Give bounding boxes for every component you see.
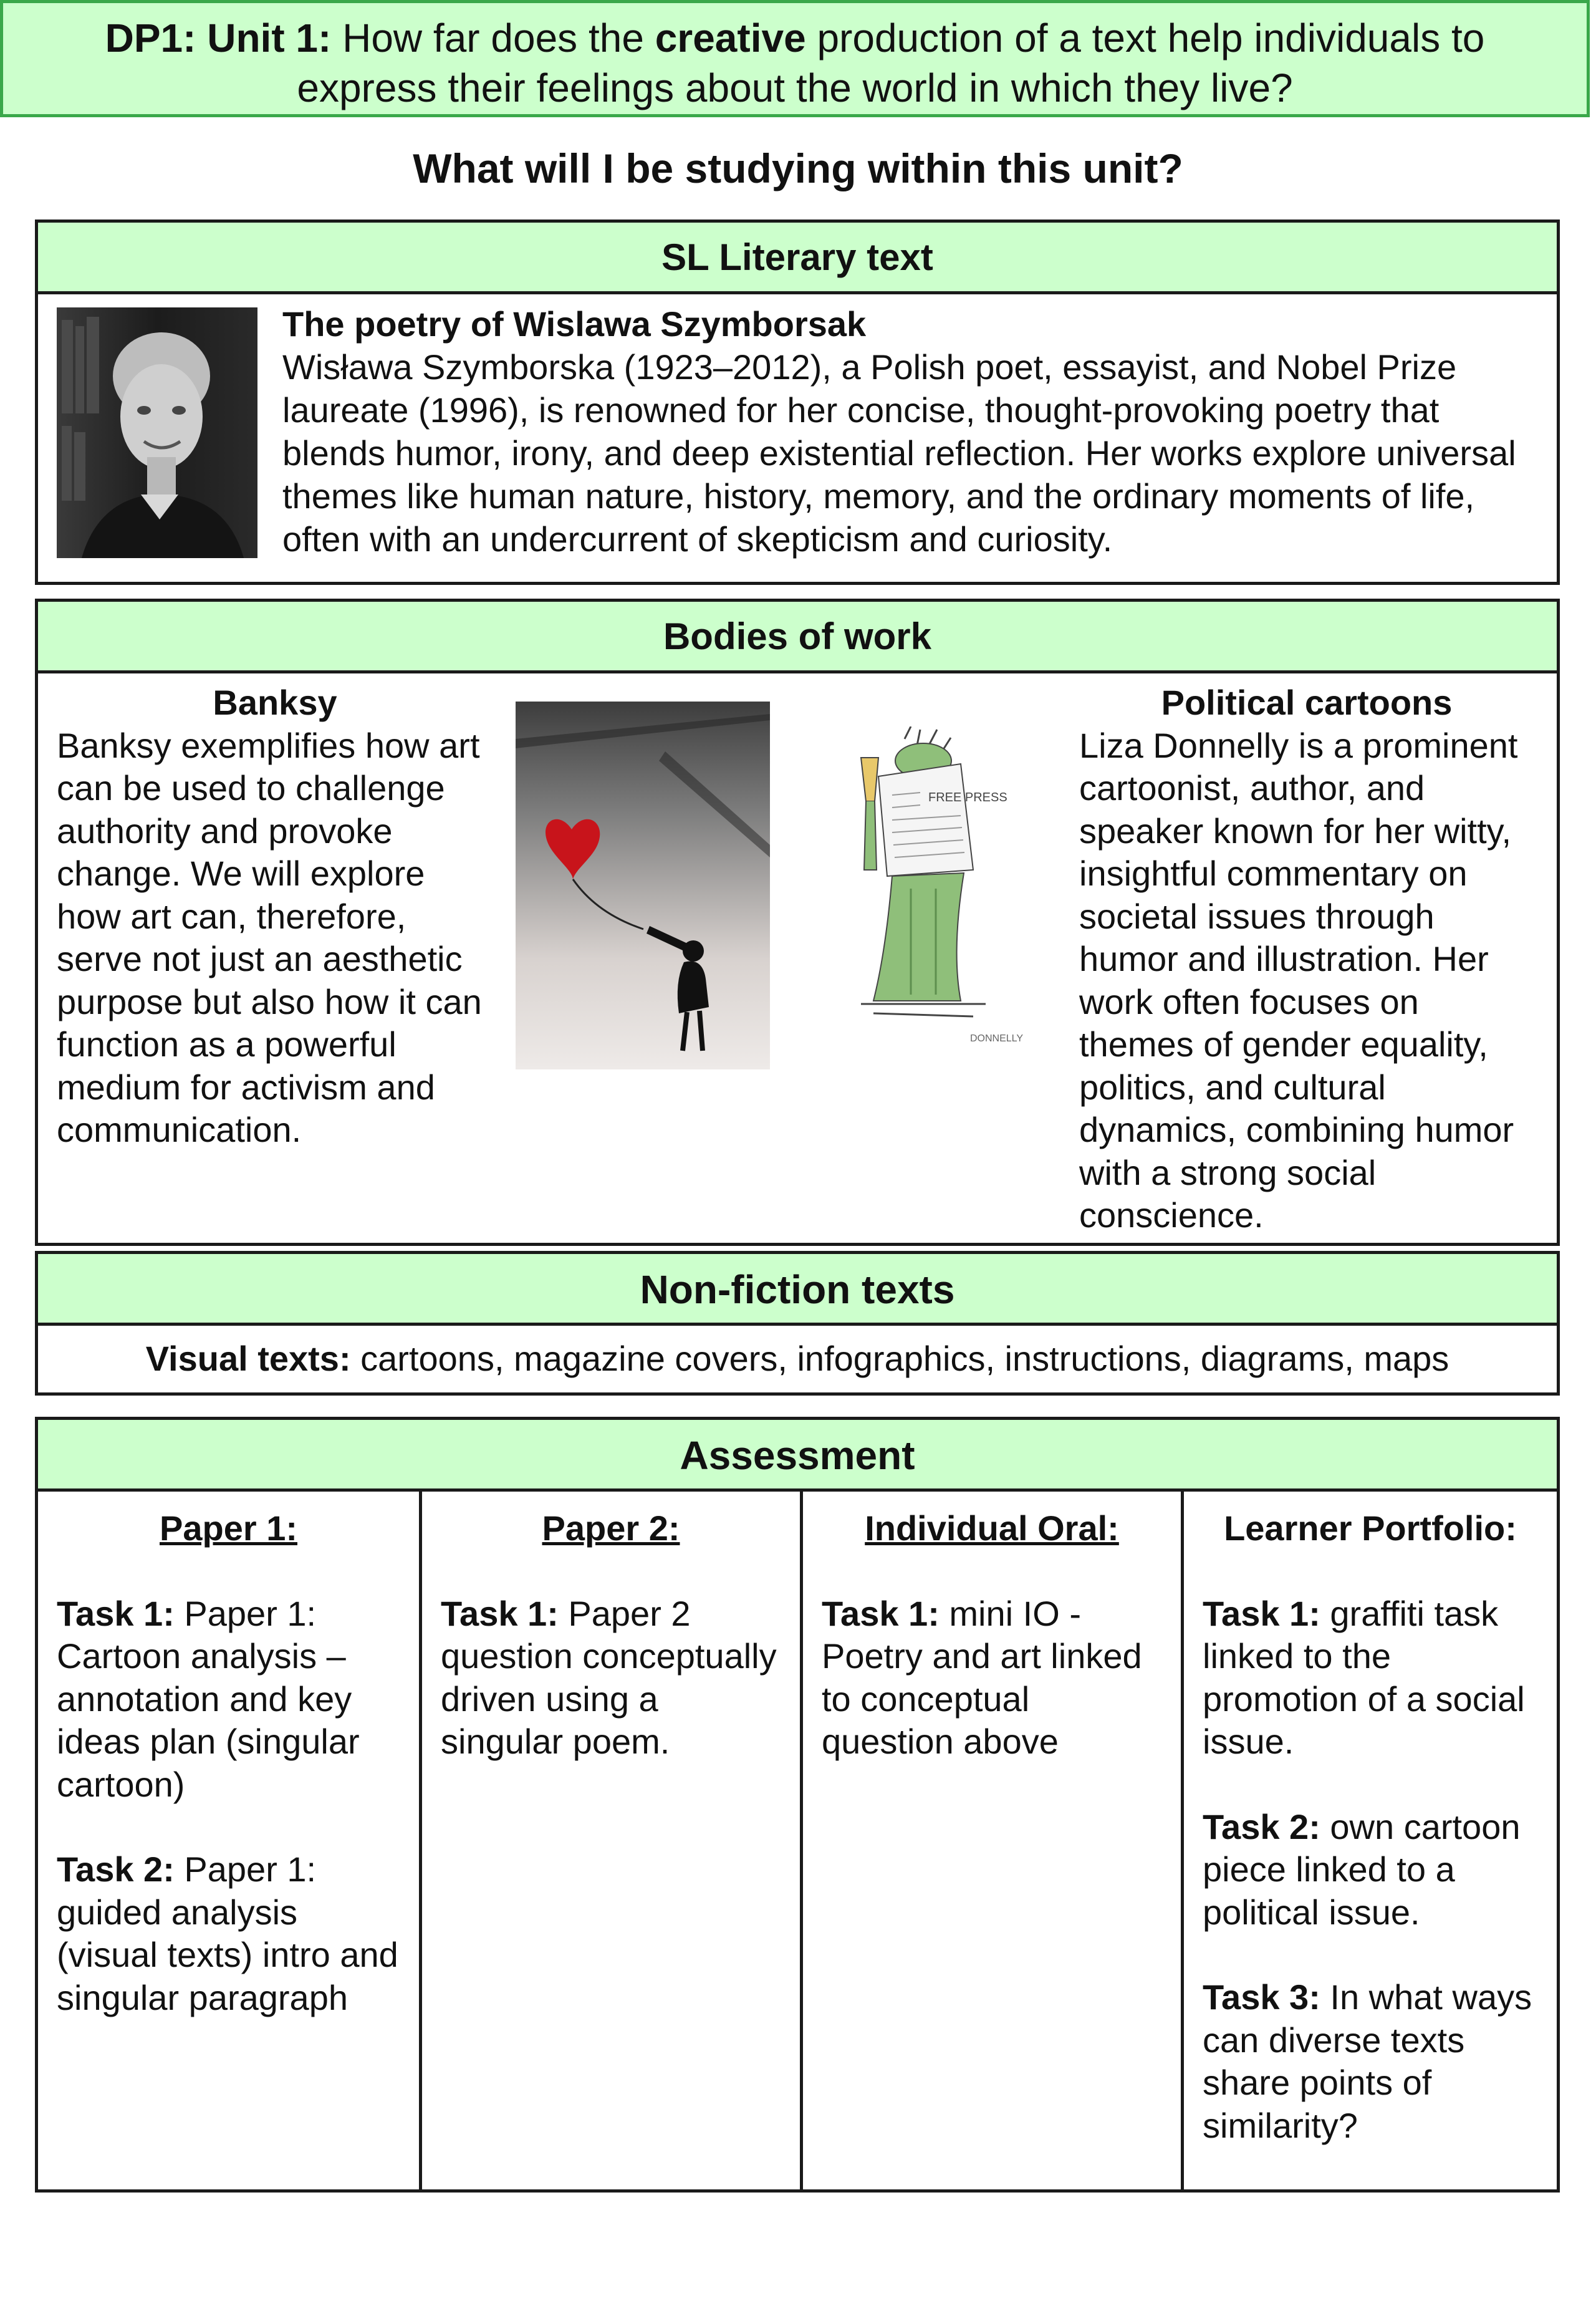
portrait-drawing <box>57 307 257 558</box>
paper-1-task-1 <box>57 1593 400 1807</box>
banksy-column <box>57 682 493 1152</box>
paper-1-column <box>38 1488 419 2189</box>
individual-oral-task-1 <box>822 1593 1162 1763</box>
unit-title-text-a: How far does the <box>331 16 655 60</box>
banksy-description: Banksy exemplifies how art can be used to challenge authority and provoke change. We will explore how art can, therefore, serve not just an aesthetic purpose but also how it can function as a powerful medium for activism and communication. <box>57 725 482 1149</box>
unit-title-line-2: express their feelings about the world in which they live? <box>297 65 1293 110</box>
bodies-of-work-section <box>35 599 1560 1246</box>
task-label: Task 1: <box>1203 1593 1320 1633</box>
political-cartoons-title: Political cartoons <box>1161 683 1453 722</box>
task-text: Paper 1: Cartoon analysis – annotation and key ideas plan (singular cartoon) <box>57 1593 360 1804</box>
non-fiction-body <box>38 1326 1557 1392</box>
task-text: graffiti task linked to the promotion of a social issue. <box>1203 1593 1525 1761</box>
individual-oral-column <box>800 1488 1181 2189</box>
task-label: Task 2: <box>57 1850 175 1889</box>
task-label: Task 1: <box>57 1593 175 1633</box>
task-text: mini IO - Poetry and art linked to conceptual question above <box>822 1593 1142 1761</box>
task-label: Task 2: <box>1203 1807 1320 1846</box>
poetry-description: Wisława Szymborska (1923–2012), a Polish poet, essayist, and Nobel Prize laureate (1996), is renowned for her concise, thought-provoking poetry that blends humor, irony, and deep existential reflection. Her works explore universal themes like human nature, history, memory, and the ordinary moments of life, often with an undercurrent of skepticism and curiosity. <box>282 347 1516 559</box>
visual-texts-list: cartoons, magazine covers, infographics, instructions, diagrams, maps <box>350 1339 1449 1378</box>
donnelly-cartoon <box>817 726 1023 1051</box>
unit-title-line-1 <box>3 13 1587 63</box>
non-fiction-section <box>35 1251 1560 1396</box>
paper-2-task-1 <box>441 1593 781 1763</box>
unit-label: DP1: Unit 1: <box>105 16 332 60</box>
learner-portfolio-task-1 <box>1203 1593 1538 1763</box>
unit-title-banner <box>0 0 1590 117</box>
paper-2-title: Paper 2: <box>542 1508 680 1548</box>
paper-1-task-2 <box>57 1848 400 2019</box>
unit-title-text-b: production of a text help individuals to <box>805 16 1485 60</box>
literary-text-heading: SL Literary text <box>38 223 1557 294</box>
assessment-section <box>35 1417 1560 2193</box>
political-cartoons-column <box>1079 682 1534 1237</box>
newspaper-headline: FREE PRESS <box>928 791 1007 804</box>
learner-portfolio-task-2 <box>1203 1806 1538 1934</box>
poetry-title: The poetry of Wislawa Szymborsak <box>282 304 867 344</box>
visual-texts-label: Visual texts: <box>145 1339 351 1378</box>
individual-oral-title: Individual Oral: <box>865 1508 1119 1548</box>
task-label: Task 1: <box>441 1593 559 1633</box>
statue-of-liberty-cartoon-image <box>817 726 1023 1051</box>
banksy-artwork <box>516 702 770 1069</box>
learner-portfolio-column <box>1181 1488 1557 2189</box>
task-text: own cartoon piece linked to a political issue. <box>1203 1807 1521 1932</box>
task-label: Task 1: <box>822 1593 940 1633</box>
bodies-of-work-heading: Bodies of work <box>38 602 1557 673</box>
task-text: Paper 1: guided analysis (visual texts) intro and singular paragraph <box>57 1850 398 2017</box>
paper-2-column <box>419 1488 800 2189</box>
political-cartoons-description: Liza Donnelly is a prominent cartoonist, author, and speaker known for her witty, insightful commentary on societal issues through humor and illustration. Her work often focuses on themes of gender equality, politics, and cultural dynamics, combining humor with a strong social conscience. <box>1079 725 1518 1235</box>
task-text: Paper 2 question conceptually driven using a singular poem. <box>441 1593 777 1761</box>
cartoon-signature: DONNELLY <box>970 1033 1023 1044</box>
literary-text-section <box>35 220 1560 585</box>
learner-portfolio-title: Learner Portfolio: <box>1224 1508 1517 1548</box>
szymborska-portrait <box>57 307 257 558</box>
task-text: In what ways can diverse texts share points of similarity? <box>1203 1977 1532 2145</box>
page-subtitle: What will I be studying within this unit? <box>413 145 1183 191</box>
paper-1-title: Paper 1: <box>160 1508 297 1548</box>
unit-title-emphasis: creative <box>655 16 806 60</box>
assessment-heading: Assessment <box>38 1420 1557 1492</box>
literary-text-body <box>282 302 1542 561</box>
banksy-title: Banksy <box>213 683 337 722</box>
girl-with-balloon-image <box>516 702 770 1069</box>
learner-portfolio-task-3 <box>1203 1976 1538 2147</box>
non-fiction-heading: Non-fiction texts <box>38 1254 1557 1326</box>
task-label: Task 3: <box>1203 1977 1320 2017</box>
